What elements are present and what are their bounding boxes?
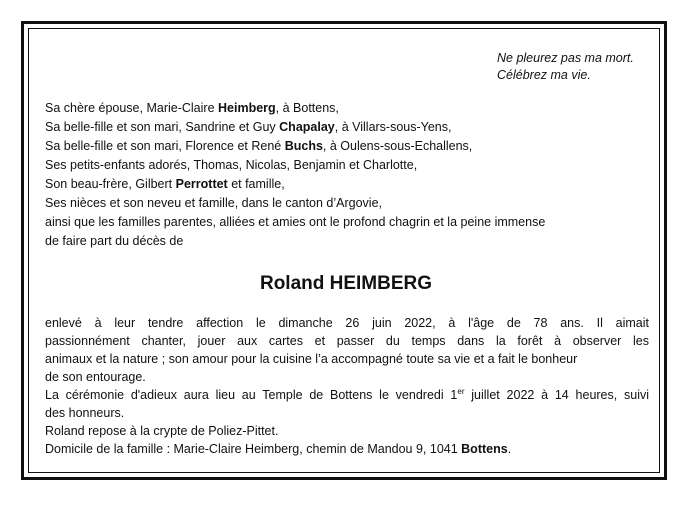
family-line-buchs: Sa belle-fille et son mari, Florence et René Buchs, à Oulens-sous-Echallens, (45, 139, 473, 153)
family-line-wife: Sa chère épouse, Marie-Claire Heimberg, à Bottens, (45, 101, 339, 115)
ceremony-line-2: des honneurs. (45, 406, 125, 420)
notice-body (45, 314, 649, 458)
rest-place-line: Roland repose à la crypte de Poliez-Pittet. (45, 424, 279, 438)
epigraph (497, 50, 634, 84)
family-line-nieces: Ses nièces et son neveu et famille, dans le canton d’Argovie, (45, 196, 383, 210)
family-line-chapalay: Sa belle-fille et son mari, Sandrine et Guy Chapalay, à Villars-sous-Yens, (45, 120, 452, 134)
ceremony-line: La cérémonie d'adieux aura lieu au Temple de Bottens le vendredi 1er juillet 2022 à 14 heures, suivi (45, 386, 650, 402)
body-line-2: passionnément chanter, jouer aux cartes et passer du temps dans la forêt à observer les (45, 334, 649, 348)
family-line-announcement: de faire part du décès de (45, 234, 184, 248)
body-line-1: enlevé à leur tendre affection le dimanche 26 juin 2022, à l'âge de 78 ans. Il aimait (45, 316, 649, 330)
family-address-line: Domicile de la famille : Marie-Claire Heimberg, chemin de Mandou 9, 1041 Bottens. (45, 442, 512, 456)
deceased-name: Roland HEIMBERG (259, 273, 433, 294)
family-line-grandchildren: Ses petits-enfants adorés, Thomas, Nicolas, Benjamin et Charlotte, (45, 158, 418, 172)
family-line-relatives: ainsi que les familles parentes, alliées et amies ont le profond chagrin et la peine immense (45, 215, 546, 229)
epigraph-line-2: Célébrez ma vie. (497, 68, 591, 82)
family-list (45, 99, 655, 251)
family-line-brother-in-law: Son beau-frère, Gilbert Perrottet et famille, (45, 177, 285, 191)
body-line-4: de son entourage. (45, 370, 146, 384)
epigraph-line-1: Ne pleurez pas ma mort. (497, 51, 634, 65)
body-line-3: animaux et la nature ; son amour pour la cuisine l’a accompagné toute sa vie et a fait le bonheur (45, 352, 578, 366)
